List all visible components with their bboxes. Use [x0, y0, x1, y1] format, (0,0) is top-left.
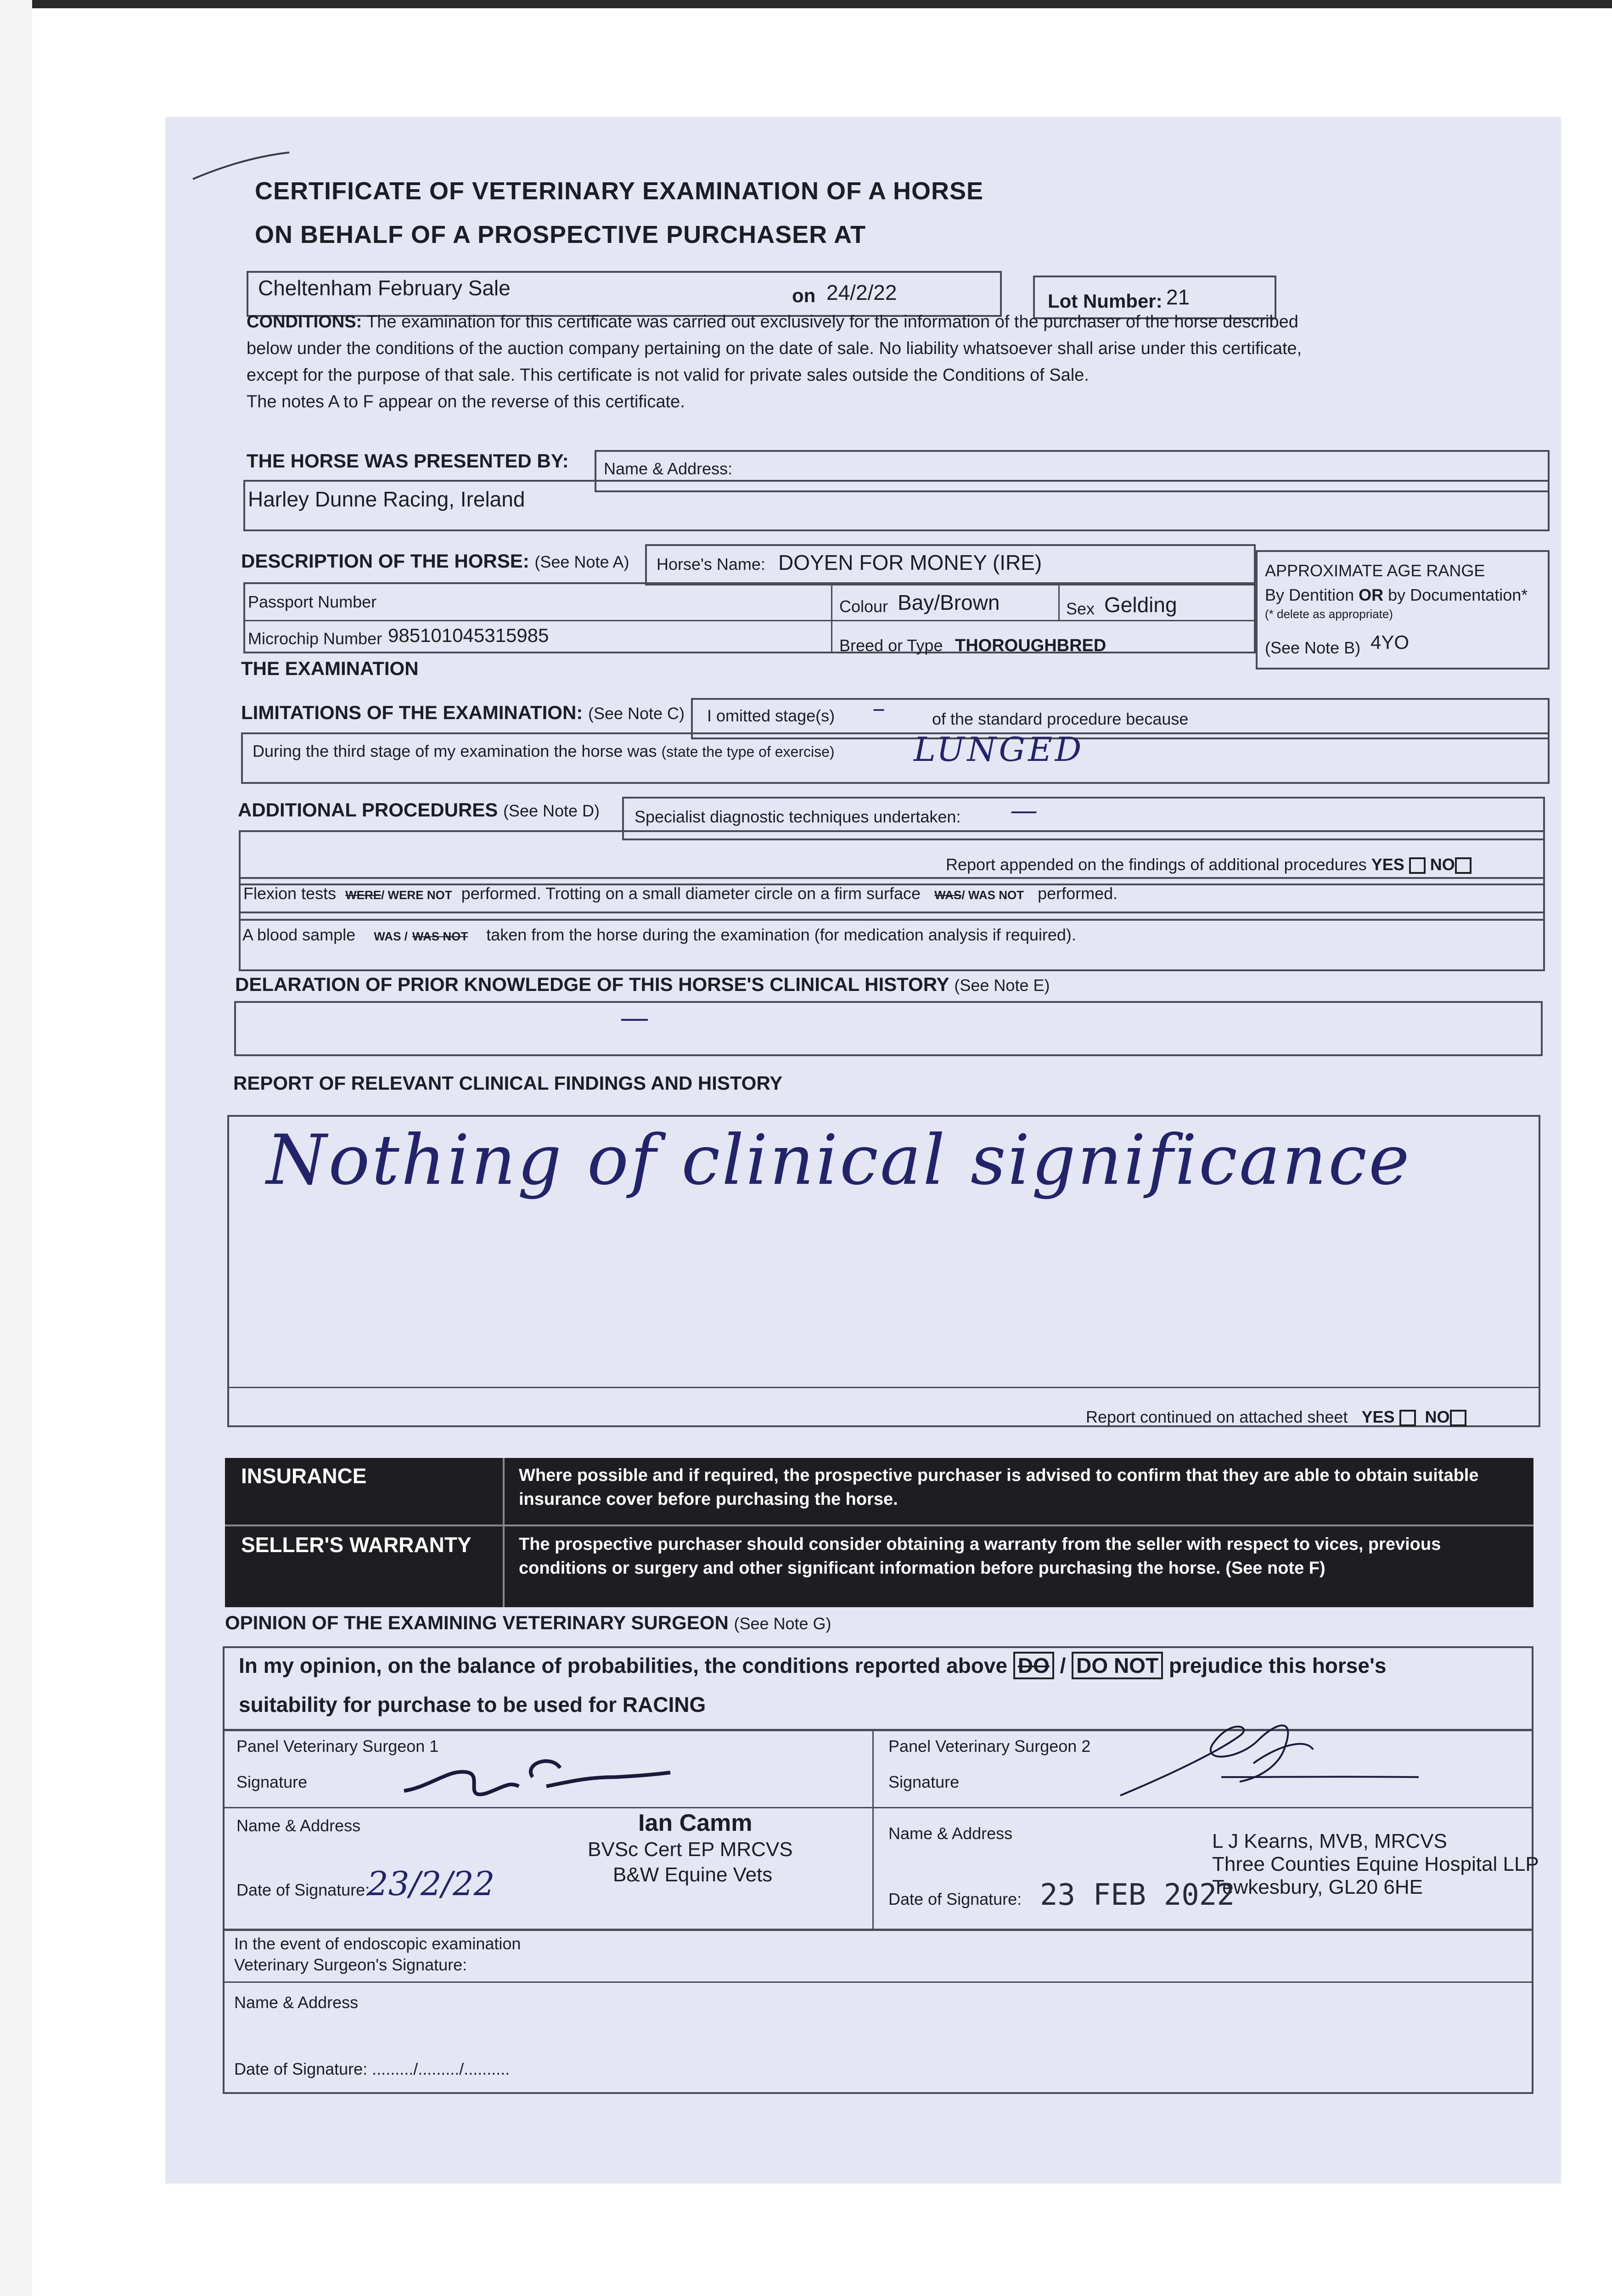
report-continued-yes-checkbox	[1399, 1410, 1416, 1426]
report-label: REPORT OF RELEVANT CLINICAL FINDINGS AND HISTORY	[233, 1072, 783, 1094]
additional-label	[238, 799, 600, 821]
surgeon1-name: Ian Camm	[638, 1810, 753, 1836]
opinion-do-not: DO NOT	[1072, 1652, 1163, 1679]
description-note: (See Note A)	[534, 552, 629, 571]
surgeon1-date: 23/2/22	[367, 1864, 495, 1903]
report-appended-yes-checkbox	[1409, 857, 1426, 874]
limitations-note: (See Note C)	[588, 704, 685, 723]
presented-name-address-label: Name & Address:	[604, 459, 733, 478]
sex-label: Sex	[1066, 599, 1095, 618]
surgeon2-panel-label: Panel Veterinary Surgeon 2	[888, 1737, 1091, 1756]
age-value: 4YO	[1370, 631, 1410, 653]
warranty-line1: The prospective purchaser should consider obtaining a warranty from the seller with respect to vices, previous	[519, 1535, 1441, 1554]
description-grid-col2	[1058, 582, 1060, 620]
report-continued-label: Report continued on attached sheet	[1086, 1407, 1348, 1426]
limitations-title: LIMITATIONS OF THE EXAMINATION:	[241, 702, 583, 723]
flexion-mid: performed. Trotting on a small diameter circle on a firm surface	[461, 884, 921, 903]
additional-note: (See Note D)	[503, 801, 600, 820]
third-stage-hint: (state the type of exercise)	[661, 743, 835, 760]
limitations-label	[241, 702, 685, 724]
flexion-line	[243, 884, 1118, 903]
surgeon2-name-label: Name & Address	[888, 1824, 1013, 1843]
surgeon1-date-label: Date of Signature:	[236, 1880, 370, 1899]
opinion-line1: In my opinion, on the balance of probabilities, the conditions reported above DO / DO NOT prejudice this horse's	[239, 1653, 1386, 1678]
presented-label: THE HORSE WAS PRESENTED BY:	[247, 450, 569, 472]
report-continued-no: NO	[1425, 1407, 1450, 1426]
third-stage-value: LUNGED	[914, 730, 1084, 769]
specialist-value: —	[1010, 794, 1038, 827]
declaration-value: —	[620, 1001, 649, 1035]
report-appended-yes: YES	[1371, 855, 1404, 874]
sex-value: Gelding	[1104, 593, 1177, 617]
report-continued-yes: YES	[1361, 1407, 1395, 1426]
trot-end: performed.	[1038, 884, 1118, 903]
surgeon1-name-label: Name & Address	[236, 1816, 361, 1835]
opinion-title: OPINION OF THE EXAMINING VETERINARY SURGEON	[225, 1612, 729, 1633]
opinion-line1-end: prejudice this horse's	[1168, 1654, 1387, 1677]
sale-date: 24/2/22	[826, 281, 897, 304]
surgeon2-signature-scrawl	[1102, 1708, 1423, 1809]
description-label	[241, 550, 629, 572]
flexion-were: WERE	[345, 888, 382, 902]
corner-tick-mark	[188, 147, 294, 184]
endoscopic-name-label: Name & Address	[234, 1993, 359, 2012]
third-stage-label	[253, 742, 835, 761]
scan-edge-left	[0, 0, 32, 2296]
description-grid-col1	[831, 582, 832, 653]
declaration-title: DELARATION OF PRIOR KNOWLEDGE OF THIS HORSE'S CLINICAL HISTORY	[235, 974, 949, 995]
description-grid-divider	[243, 620, 1256, 621]
surgeon2-town: Tewkesbury, GL20 6HE	[1212, 1876, 1423, 1898]
certificate-title-line1: CERTIFICATE OF VETERINARY EXAMINATION OF A HORSE	[255, 177, 984, 205]
surgeon2-date-stamp: 23 FEB 2022	[1040, 1878, 1235, 1912]
passport-label: Passport Number	[248, 592, 377, 611]
surgeon2-hospital: Three Counties Equine Hospital LLP	[1212, 1853, 1539, 1875]
opinion-line2: suitability for purchase to be used for RACING	[239, 1693, 706, 1716]
age-by-dentition: By Dentition	[1265, 585, 1354, 604]
age-title: APPROXIMATE AGE RANGE	[1265, 561, 1485, 580]
colour-value: Bay/Brown	[898, 591, 1000, 614]
conditions-line3: except for the purpose of that sale. This certificate is not valid for private sales outside the Conditions of Sale.	[247, 366, 1089, 385]
surgeon1-signature-scrawl	[395, 1740, 808, 1809]
flexion-label: Flexion tests	[243, 884, 337, 903]
report-appended-label: Report appended on the findings of additional procedures	[946, 855, 1367, 874]
conditions-line1	[247, 312, 1514, 332]
colour-label: Colour	[839, 597, 888, 616]
examination-label: THE EXAMINATION	[241, 658, 419, 679]
omitted-value: –	[872, 693, 885, 723]
declaration-box	[234, 1001, 1543, 1056]
lot-number: 21	[1166, 285, 1190, 309]
presented-value: Harley Dunne Racing, Ireland	[248, 487, 525, 511]
report-box-divider	[227, 1387, 1540, 1388]
blood-was-not: WAS NOT	[412, 929, 468, 943]
scan-edge-top	[0, 0, 1612, 8]
conditions-text1: The examination for this certificate was carried out exclusively for the information of the purchaser of the horse described	[366, 312, 1298, 332]
warranty-label: SELLER'S WARRANTY	[241, 1533, 472, 1557]
blood-label: A blood sample	[242, 925, 356, 944]
flexion-were-not: / WERE NOT	[381, 888, 452, 902]
report-continued	[1086, 1407, 1466, 1427]
surgeon2-date-label: Date of Signature:	[888, 1890, 1022, 1908]
conditions-line2: below under the conditions of the auction company pertaining on the date of sale. No liability whatsoever shall arise under this certificate,	[247, 339, 1302, 358]
surgeon1-panel-label: Panel Veterinary Surgeon 1	[236, 1737, 439, 1756]
endoscopic-label1: In the event of endoscopic examination	[234, 1934, 521, 1953]
age-by	[1265, 585, 1528, 605]
specialist-label: Specialist diagnostic techniques undertaken:	[635, 807, 961, 826]
conditions-line4: The notes A to F appear on the reverse of this certificate.	[247, 392, 685, 411]
report-continued-no-checkbox	[1450, 1410, 1466, 1426]
omitted-label: I omitted stage(s)	[707, 706, 835, 725]
certificate-title-line2: ON BEHALF OF A PROSPECTIVE PURCHASER AT	[255, 221, 866, 248]
insurance-line2: insurance cover before purchasing the horse.	[519, 1490, 898, 1509]
sale-on-label: on	[792, 285, 816, 306]
declaration-label	[235, 974, 1050, 996]
breed-label: Breed or Type	[839, 636, 943, 655]
opinion-label	[225, 1612, 831, 1634]
additional-title: ADDITIONAL PROCEDURES	[238, 799, 498, 821]
declaration-note: (See Note E)	[954, 976, 1050, 995]
horse-name: DOYEN FOR MONEY (IRE)	[778, 551, 1042, 574]
omitted-suffix: of the standard procedure because	[932, 709, 1189, 728]
age-note: (See Note B)	[1265, 638, 1361, 657]
endoscopic-date-label: Date of Signature: ........./........./..........	[234, 2060, 510, 2078]
blood-was: WAS /	[374, 929, 408, 943]
surgeon2-name: L J Kearns, MVB, MRCVS	[1212, 1830, 1447, 1852]
conditions-label: CONDITIONS:	[247, 312, 362, 332]
notices-col-divider	[503, 1458, 505, 1607]
age-delete-hint: (* delete as appropriate)	[1265, 607, 1393, 621]
endoscopic-divider	[223, 1981, 1533, 1983]
microchip-value: 985101045315985	[388, 625, 549, 646]
insurance-line1: Where possible and if required, the prospective purchaser is advised to confirm that they are able to obtain suitable	[519, 1466, 1479, 1485]
breed-value: THOROUGHBRED	[955, 636, 1106, 655]
trot-was-not: / WAS NOT	[961, 888, 1024, 902]
description-title: DESCRIPTION OF THE HORSE:	[241, 550, 529, 572]
report-appended	[946, 855, 1472, 874]
blood-line	[242, 925, 1076, 945]
notices-block	[225, 1458, 1533, 1607]
endoscopic-label2: Veterinary Surgeon's Signature:	[234, 1955, 467, 1974]
report-appended-no-checkbox	[1455, 857, 1472, 874]
opinion-do: DO	[1013, 1652, 1054, 1679]
opinion-note: (See Note G)	[734, 1614, 831, 1633]
insurance-label: INSURANCE	[241, 1464, 367, 1488]
horse-name-label: Horse's Name:	[657, 555, 765, 574]
surgeon1-signature-label: Signature	[236, 1773, 308, 1791]
trot-was: WAS	[934, 888, 962, 902]
sale-name: Cheltenham February Sale	[258, 276, 511, 300]
surgeons-col-divider	[872, 1729, 874, 1931]
surgeon1-practice: B&W Equine Vets	[613, 1863, 773, 1886]
report-appended-no: NO	[1430, 855, 1455, 874]
surgeon1-qualifications: BVSc Cert EP MRCVS	[588, 1838, 793, 1861]
opinion-line1-start: In my opinion, on the balance of probabilities, the conditions reported above	[239, 1654, 1008, 1677]
warranty-line2: conditions or surgery and other significant information before purchasing the horse. (See note F)	[519, 1559, 1326, 1578]
surgeon2-signature-label: Signature	[888, 1773, 960, 1791]
lot-label: Lot Number:	[1048, 290, 1163, 312]
age-by-doc: by Documentation*	[1388, 585, 1528, 604]
third-stage-text: During the third stage of my examination the horse was	[253, 742, 657, 760]
report-value: Nothing of clinical significance	[266, 1120, 1411, 1200]
microchip-label: Microchip Number	[248, 629, 382, 648]
age-or: OR	[1359, 585, 1384, 604]
notices-divider	[225, 1525, 1533, 1526]
blood-end: taken from the horse during the examination (for medication analysis if required).	[486, 925, 1076, 944]
